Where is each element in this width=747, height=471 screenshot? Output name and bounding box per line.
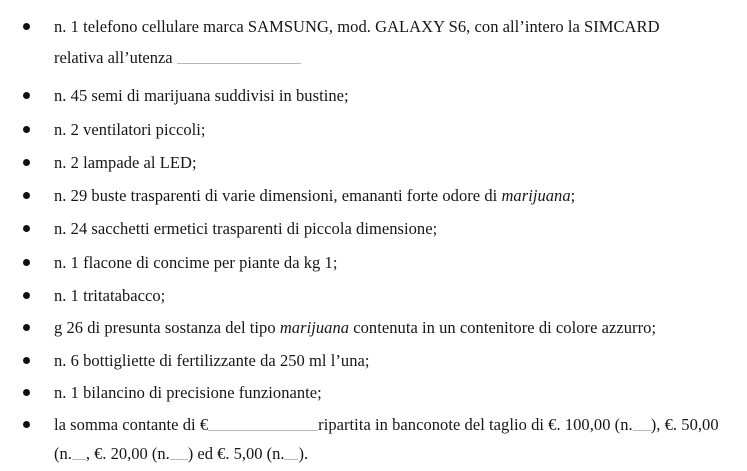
list-item [0, 281, 747, 311]
list-item [0, 410, 747, 440]
list-item [0, 248, 747, 278]
item-text-part: g 26 di presunta sostanza del tipo [54, 318, 280, 337]
list-item [0, 214, 747, 244]
item-text [54, 414, 719, 436]
redaction-mark [284, 447, 298, 460]
item-text-continued: relativa all’utenza [54, 48, 173, 67]
list-item [0, 181, 747, 211]
item-text [54, 185, 575, 207]
item-text: n. 45 semi di marijuana suddivisi in bustine; [54, 86, 349, 105]
item-text-part: ; [570, 186, 576, 205]
item-text: n. 1 telefono cellulare marca SAMSUNG, mod. GALAXY S6, con all’intero la SIMCARD [54, 17, 660, 36]
bullet-icon [23, 23, 30, 30]
item-text-part: la somma contante di € [54, 415, 209, 434]
item-text: n. 24 sacchetti ermetici trasparenti di piccola dimensione; [54, 219, 438, 238]
list-item [0, 346, 747, 376]
redaction-mark [633, 418, 651, 431]
redaction-mark [177, 51, 301, 64]
bullet-icon [23, 159, 30, 166]
bullet-icon [23, 92, 30, 99]
item-text: n. 2 ventilatori piccoli; [54, 120, 206, 139]
redaction-mark [72, 447, 86, 460]
item-emphasis: marijuana [279, 318, 350, 337]
list-item [0, 115, 747, 145]
bullet-icon [23, 126, 30, 133]
item-text-part: ), €. 50,00 [650, 415, 719, 434]
item-text: n. 1 bilancino di precisione funzionante; [54, 383, 322, 402]
item-text-part: (n. [54, 444, 72, 463]
redaction-mark [208, 418, 318, 431]
bullet-icon [23, 357, 30, 364]
item-text-part: n. 29 buste trasparenti di varie dimensioni, emananti forte odore di [54, 186, 502, 205]
item-continuation [54, 443, 308, 465]
bullet-icon [23, 324, 30, 331]
item-text: n. 1 flacone di concime per piante da kg 1; [54, 253, 338, 272]
item-emphasis: marijuana [501, 186, 571, 205]
bullet-icon [23, 292, 30, 299]
item-text-part: ) ed €. 5,00 (n. [187, 444, 285, 463]
item-text: n. 2 lampade al LED; [54, 153, 197, 172]
bullet-icon [23, 225, 30, 232]
item-text [54, 317, 656, 339]
list-item [0, 148, 747, 178]
bullet-icon [23, 421, 30, 428]
list-item [0, 313, 747, 343]
bullet-icon [23, 259, 30, 266]
bullet-icon [23, 389, 30, 396]
redaction-mark [170, 447, 188, 460]
bullet-icon [23, 192, 30, 199]
item-text: n. 1 tritatabacco; [54, 286, 166, 305]
list-item [0, 81, 747, 111]
list-item [0, 12, 747, 42]
item-text-part: , €. 20,00 (n. [85, 444, 170, 463]
list-item [0, 378, 747, 408]
item-text-part: contenuta in un contenitore di colore azzurro; [349, 318, 657, 337]
item-continuation [54, 47, 301, 69]
item-text-part: ). [298, 444, 309, 463]
item-text: n. 6 bottigliette di fertilizzante da 250 ml l’una; [54, 351, 370, 370]
item-text-part: ripartita in banconote del taglio di €. 100,00 (n. [318, 415, 633, 434]
